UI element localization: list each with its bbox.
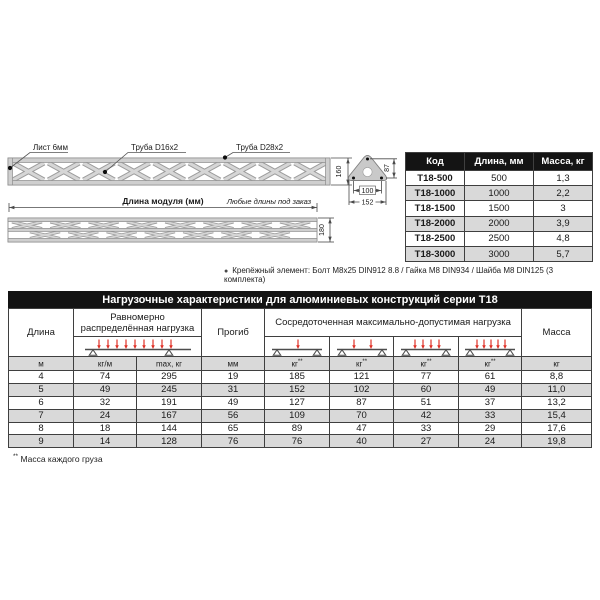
table-cell: 47 [330, 422, 394, 435]
load-table-body [9, 371, 592, 448]
table-cell: 191 [137, 396, 202, 409]
table-cell: 2000 [465, 216, 534, 231]
load-table [8, 291, 592, 448]
table-cell: 8 [9, 422, 74, 435]
table-cell: 4 [9, 371, 74, 384]
table-row [406, 171, 593, 186]
unit-kg-2: кг** [330, 357, 394, 371]
table-row [406, 201, 593, 216]
table-cell: T18-1500 [406, 201, 465, 216]
table-cell: 42 [394, 409, 459, 422]
table-row [406, 186, 593, 201]
size-col-length: Длина, мм [465, 153, 534, 171]
table-cell: T18-500 [406, 171, 465, 186]
table-cell: 77 [394, 371, 459, 384]
fastener-note [224, 266, 596, 284]
table-cell: 2500 [465, 231, 534, 246]
load-table-title: Нагрузочные характеристики для алюминиевых конструкций серии Т18 [8, 291, 592, 308]
table-cell: 185 [265, 371, 330, 384]
load-header-units [9, 357, 592, 371]
table-cell: 19,8 [522, 435, 592, 448]
table-cell: T18-2500 [406, 231, 465, 246]
dimension-100 [354, 181, 382, 195]
table-row [406, 231, 593, 246]
label-sheet: Лист 6мм [33, 143, 69, 152]
truss-side-view [8, 158, 330, 185]
table-cell: 2,2 [534, 186, 593, 201]
table-cell: 31 [202, 383, 265, 396]
table-cell: 127 [265, 396, 330, 409]
table-cell: 3,9 [534, 216, 593, 231]
callout-dot [8, 166, 12, 170]
footnote-marker: ** [13, 453, 19, 460]
table-cell: T18-1000 [406, 186, 465, 201]
table-cell: 128 [137, 435, 202, 448]
unit-kg-4: кг** [459, 357, 522, 371]
concentrated-diagram-3-cell [394, 337, 459, 357]
table-cell: 3 [534, 201, 593, 216]
table-cell: 19 [202, 371, 265, 384]
load-header-groups [9, 309, 592, 337]
table-row [9, 371, 592, 384]
table-cell: 7 [9, 409, 74, 422]
concentrated-diagram-4-cell [459, 337, 522, 357]
size-table-header-row [406, 153, 593, 171]
unit-kg-m: кг/м [74, 357, 137, 371]
label-tube16: Труба D16x2 [131, 143, 179, 152]
cross-section-hole [363, 167, 372, 176]
fastener-note-text: Крепёжный элемент: Болт M8x25 DIN912 8.8 / Гайка M8 DIN934 / Шайба M8 DIN125 (3 комплекта) [224, 266, 554, 284]
table-cell: 109 [265, 409, 330, 422]
table-cell: 65 [202, 422, 265, 435]
table-cell: 1,3 [534, 171, 593, 186]
dim-100-text: 100 [361, 187, 374, 195]
table-cell: 152 [265, 383, 330, 396]
callout-dot [103, 170, 107, 174]
col-concentrated-load: Сосредоточенная максимально-допустимая нагрузка [265, 309, 522, 337]
truss-top-view [8, 218, 317, 242]
unit-m: м [9, 357, 74, 371]
table-cell: 144 [137, 422, 202, 435]
truss-technical-drawing [0, 138, 400, 255]
table-cell: 14 [74, 435, 137, 448]
uniform-load-diagram [79, 337, 197, 356]
table-cell: 1500 [465, 201, 534, 216]
concentrated-load-diagram-2 [334, 337, 390, 356]
callout-tube28 [223, 143, 290, 160]
unit-kg-1: кг** [265, 357, 330, 371]
table-cell: 4,8 [534, 231, 593, 246]
table-cell: 8,8 [522, 371, 592, 384]
footnote [13, 453, 103, 464]
table-cell: 6 [9, 396, 74, 409]
table-cell: 11,0 [522, 383, 592, 396]
table-cell: 70 [330, 409, 394, 422]
table-cell: 1000 [465, 186, 534, 201]
table-cell: 121 [330, 371, 394, 384]
table-row [9, 435, 592, 448]
cross-section [348, 155, 397, 206]
table-cell: 500 [465, 171, 534, 186]
table-cell: 51 [394, 396, 459, 409]
table-cell: 49 [459, 383, 522, 396]
concentrated-load-diagram-3 [398, 337, 454, 356]
table-cell: 27 [394, 435, 459, 448]
label-tube28: Труба D28x2 [236, 143, 284, 152]
table-cell: 32 [74, 396, 137, 409]
table-cell: 24 [74, 409, 137, 422]
module-length-dimension [9, 196, 317, 212]
table-cell: 102 [330, 383, 394, 396]
table-cell: 49 [202, 396, 265, 409]
table-cell: 29 [459, 422, 522, 435]
table-cell: 76 [265, 435, 330, 448]
load-header-diagrams [9, 337, 592, 357]
table-cell: 87 [330, 396, 394, 409]
size-col-mass: Масса, кг [534, 153, 593, 171]
unit-kg-mass: кг [522, 357, 592, 371]
col-deflection: Прогиб [202, 309, 265, 357]
dim-180-text: 180 [319, 224, 326, 236]
col-mass: Масса [522, 309, 592, 357]
table-cell: 15,4 [522, 409, 592, 422]
table-row [9, 396, 592, 409]
table-cell: 167 [137, 409, 202, 422]
table-row [9, 383, 592, 396]
table-cell: 60 [394, 383, 459, 396]
dim-87-text: 87 [384, 164, 391, 172]
table-cell: 24 [459, 435, 522, 448]
table-cell: 56 [202, 409, 265, 422]
col-length: Длина [9, 309, 74, 357]
table-cell: 33 [459, 409, 522, 422]
table-cell: 9 [9, 435, 74, 448]
table-cell: T18-2000 [406, 216, 465, 231]
table-cell: 295 [137, 371, 202, 384]
table-cell: 37 [459, 396, 522, 409]
table-cell: 74 [74, 371, 137, 384]
concentrated-load-diagram-4 [462, 337, 518, 356]
size-table [405, 152, 592, 262]
table-cell: 89 [265, 422, 330, 435]
dim-152-text: 152 [361, 199, 374, 207]
table-row [9, 409, 592, 422]
table-cell: 61 [459, 371, 522, 384]
uniform-load-diagram-cell [74, 337, 202, 357]
dimension-160 [331, 158, 352, 185]
table-row [406, 246, 593, 261]
table-cell: 17,6 [522, 422, 592, 435]
table-cell: 5,7 [534, 246, 593, 261]
concentrated-diagram-1-cell [265, 337, 330, 357]
module-length-label: Длина модуля (мм) [122, 196, 204, 206]
concentrated-load-diagram-1 [269, 337, 325, 356]
table-cell: 40 [330, 435, 394, 448]
size-col-code: Код [406, 153, 465, 171]
concentrated-diagram-2-cell [330, 337, 394, 357]
table-cell: 3000 [465, 246, 534, 261]
custom-length-label: Любые длины под заказ [226, 197, 312, 206]
table-cell: 76 [202, 435, 265, 448]
table-row [406, 216, 593, 231]
table-cell: 18 [74, 422, 137, 435]
table-cell: 49 [74, 383, 137, 396]
col-uniform-load: Равномерно распределённая нагрузка [74, 309, 202, 337]
bullet-icon: ● [224, 268, 229, 275]
table-row [9, 422, 592, 435]
unit-mm: мм [202, 357, 265, 371]
footnote-text: Масса каждого груза [20, 453, 103, 464]
unit-kg-3: кг** [394, 357, 459, 371]
table-cell: T18-3000 [406, 246, 465, 261]
unit-max-kg: max, кг [137, 357, 202, 371]
table-cell: 13,2 [522, 396, 592, 409]
table-cell: 245 [137, 383, 202, 396]
callout-dot [223, 155, 227, 159]
dimension-180 [318, 218, 334, 242]
table-cell: 5 [9, 383, 74, 396]
dim-160-text: 160 [336, 165, 343, 178]
size-table-body [406, 171, 593, 262]
table-cell: 33 [394, 422, 459, 435]
